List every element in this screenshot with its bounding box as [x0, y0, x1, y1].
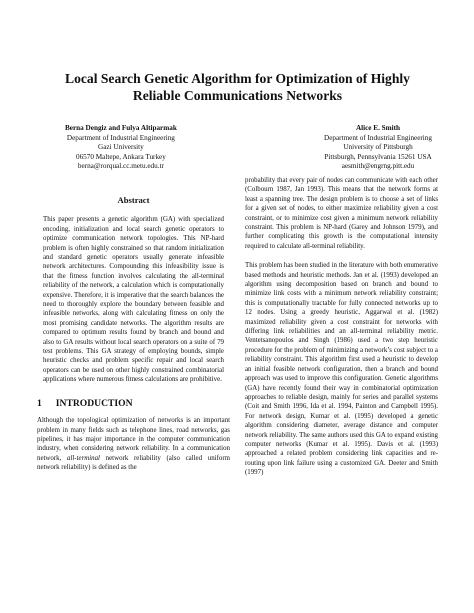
abstract-text: This paper presents a genetic algorithm (GA) with specialized encoding, initialization and local search genetic operators to optimize communication network topologies. This NP-hard problem is often highly constrained so that random initialization and standard genetic operators usually generate infeasible network architectures. Compounding this infeasibility issue is that the fitness function involves calculating the all-terminal reliability of the network, a calculation which is computationally expensive. Therefore, it is imperative that the search balances the need to thoroughly explore the boundary between feasible and infeasible networks, along with calculating fitness on only the most promising candidate networks. The algorithm results are compared to optimum results found by branch and bound and also to GA results without local search operators on a suite of 79 test problems. This GA strategy of employing bounds, simple heuristic checks and problem specific repair and local search operators can be used on other highly constrained combinatorial applications where numerous fitness calculations are prohibitive. [43, 216, 224, 384]
section-heading [37, 399, 230, 408]
author-left [65, 124, 177, 172]
body-paragraph: This problem has been studied in the literature with both enumerative based methods and heuristic methods. Jan et al. (1993) developed an algorithm using decomposition based on branch and bound to minimize link costs with a minimum network reliability constraint; this is computationally tractable for fully connected networks up to 12 nodes. Using a greedy heuristic, Aggarwal et al. (1982) maximized reliability given a cost constraint for networks with differing link reliabilities and an all-terminal reliability metric. Ventetsanopoulos and Singh (1986) used a two step heuristic procedure for the problem of minimizing a network’s cost subject to a reliability constraint. This algorithm first used a heuristic to develop an initial feasible network configuration, then a branch and bound approach was used to improve this configuration. Genetic algorithms (GA) have recently found their way in combinatorial optimization approaches to reliable design, mainly for series and parallel systems (Coit and Smith 1996, Ida et al. 1994, Painton and Campbell 1995). For network design, Kumar et al. (1995) developed a genetic algorithm considering diameter, average distance and computer network reliability. The same authors used this GA to expand existing computer networks (Kumar et al. 1995). Davis et al. (1993) approached a related problem considering link capacities and re-routing upon link failure using a customized GA. Deeter and Smith (1997) [245, 262, 438, 477]
author-university: Gazi University [98, 143, 144, 152]
author-department: Department of Industrial Engineering [324, 133, 432, 142]
author-address: Pittsburgh, Pennsylvania 15261 USA [324, 152, 432, 161]
left-column [37, 196, 230, 478]
right-column [245, 176, 438, 478]
paper-title [37, 70, 438, 104]
title-line-2: Reliable Communications Networks [132, 88, 343, 103]
author-name: Berna Dengiz and Fulya Altiparmak [65, 124, 177, 132]
author-university: University of Pittsburgh [343, 143, 413, 152]
body-columns [37, 176, 438, 478]
section-title: INTRODUCTION [55, 397, 133, 409]
author-department: Department of Industrial Engineering [66, 133, 175, 142]
author-email: berna@rorqual.cc.metu.edu.tr [77, 162, 164, 171]
author-email: aesmith@engrng.pitt.edu [341, 162, 415, 171]
section-number: 1 [37, 397, 42, 409]
author-name: Alice E. Smith [355, 124, 401, 132]
author-address: 06570 Maltepe, Ankara Turkey [75, 152, 166, 161]
author-block [37, 124, 438, 172]
author-right [324, 124, 432, 172]
abstract-heading: Abstract [117, 194, 150, 205]
intro-text-start: Although the topological optimization of networks is an important problem in many fields such as telephone lines, road networks, gas pipelines, it has major importance in the computer communication industry, when considering network reliability. In a communication network, [37, 417, 230, 462]
intro-paragraph [37, 416, 230, 472]
body-paragraph: probability that every pair of nodes can communicate with each other (Colbourn 1987, Jan 1993). This means that the network forms at least a spanning tree. The design problem is to choose a set of links for a given set of nodes, to either maximize reliability given a cost constraint, or to minimize cost given a minimum network reliability constraint. This problem is NP-hard (Garey and Johnson 1979), and further complicating this growth is the computational intensity required to calculate all-terminal reliability. [245, 176, 438, 250]
intro-text-end: network reliability (also called uniform network reliability) is defined as the [37, 454, 230, 472]
title-line-1: Local Search Genetic Algorithm for Optimization of Highly [65, 71, 410, 86]
intro-text-emphasis: all-terminal [67, 454, 100, 462]
